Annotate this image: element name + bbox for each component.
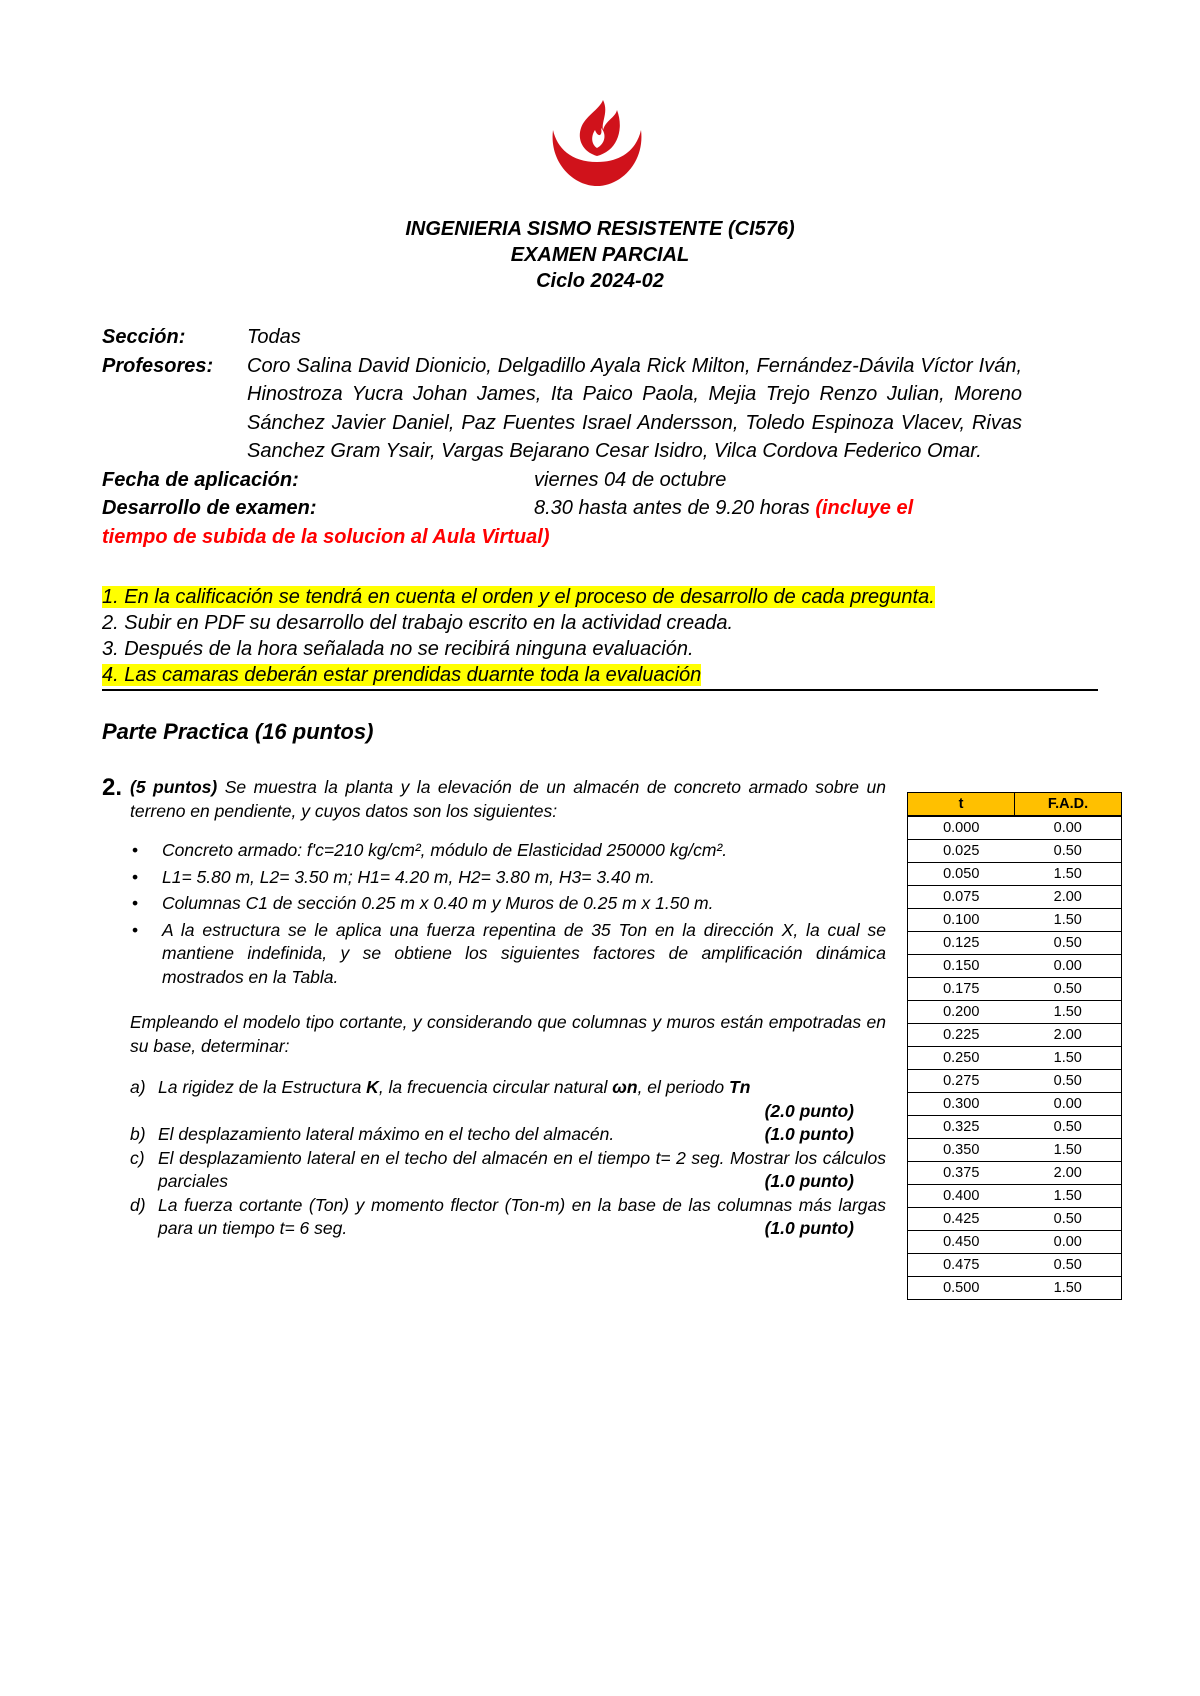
table-row [908, 863, 1122, 886]
table-cell: 0.075 [908, 886, 1015, 909]
table-cell: 0.250 [908, 1047, 1015, 1070]
table-cell: 0.400 [908, 1185, 1015, 1208]
date-value: viernes 04 de octubre [534, 468, 727, 491]
exam-meta [102, 323, 1022, 551]
table-row [908, 955, 1122, 978]
table-cell: 0.200 [908, 1001, 1015, 1024]
table-cell: 1.50 [1015, 1139, 1122, 1162]
part-b: b) El desplazamiento lateral máximo en el techo del almacén. (1.0 punto) [130, 1123, 886, 1147]
part-c: c) El desplazamiento lateral en el techo del almacén en el tiempo t= 2 seg. Mostrar los cálculos parciales (1.0 punto) [130, 1147, 886, 1194]
development-row [102, 494, 1022, 523]
table-cell: 0.025 [908, 840, 1015, 863]
table-cell: 1.50 [1015, 1047, 1122, 1070]
table-cell: 0.00 [1015, 1231, 1122, 1254]
table-row [908, 1277, 1122, 1300]
part-d: d) La fuerza cortante (Ton) y momento flector (Ton-m) en la base de las columnas más largas para un tiempo t= 6 seg. (1.0 punto) [130, 1194, 886, 1241]
question-paragraph: Empleando el modelo tipo cortante, y considerando que columnas y muros están empotradas en su base, determinar: [130, 1012, 886, 1056]
part-points: (1.0 punto) [764, 1171, 854, 1191]
table-row [908, 1024, 1122, 1047]
table-row [908, 1139, 1122, 1162]
table-cell: 0.50 [1015, 1116, 1122, 1139]
list-item: • Concreto armado: f'c=210 kg/cm², módulo de Elasticidad 250000 kg/cm². [130, 839, 886, 863]
table-cell: 0.375 [908, 1162, 1015, 1185]
table-cell: 0.475 [908, 1254, 1015, 1277]
table-cell: 1.50 [1015, 1001, 1122, 1024]
exam-header [0, 216, 1200, 294]
section-title: Parte Practica (16 puntos) [102, 719, 374, 744]
data-bullets [130, 839, 886, 989]
table-row [908, 1070, 1122, 1093]
instruction-item: 4. Las camaras deberán estar prendidas duarnte toda la evaluación [102, 664, 702, 686]
column-header: F.A.D. [1015, 793, 1122, 817]
table-row [908, 1047, 1122, 1070]
table-body [908, 816, 1122, 1300]
professors-value: Coro Salina David Dionicio, Delgadillo Ayala Rick Milton, Fernández-Dávila Víctor Iván, Hinostroza Yucra Johan James, Ita Paico Paola, Mejia Trejo Renzo Julian, Moreno Sánchez Javier Daniel, Paz Fuentes Israel Andersson, Toledo Espinoza Vlacev, Rivas Sanchez Gram Ysair, Vargas Bejarano Cesar Isidro, Vilca Cordova Federico Omar. [247, 354, 1022, 462]
question-parts [130, 1076, 886, 1241]
section-value: Todas [247, 326, 301, 348]
table-row [908, 1093, 1122, 1116]
list-item: • L1= 5.80 m, L2= 3.50 m; H1= 4.20 m, H2= 3.80 m, H3= 3.40 m. [130, 866, 886, 890]
table-cell: 1.50 [1015, 909, 1122, 932]
part-points: (1.0 punto) [764, 1218, 854, 1238]
table-cell: 0.050 [908, 863, 1015, 886]
table-row [908, 932, 1122, 955]
part-a: a) La rigidez de la Estructura K, la frecuencia circular natural ωn, el periodo Tn (2.0 punto) [130, 1076, 886, 1123]
table-header-row [908, 793, 1122, 817]
date-row [102, 466, 1022, 495]
table-cell: 0.000 [908, 816, 1015, 840]
development-note: (incluye el [815, 497, 914, 519]
table-cell: 0.50 [1015, 978, 1122, 1001]
table-cell: 2.00 [1015, 1024, 1122, 1047]
fad-table [907, 792, 1122, 1300]
question-header [102, 776, 886, 823]
development-label: Desarrollo de examen: [102, 497, 317, 519]
exam-title: EXAMEN PARCIAL [510, 244, 690, 266]
development-value [534, 494, 913, 523]
question-2 [102, 776, 886, 1241]
bullet-icon: • [132, 893, 139, 913]
table-cell: 0.300 [908, 1093, 1015, 1116]
table-cell: 0.50 [1015, 840, 1122, 863]
table-cell: 1.50 [1015, 1185, 1122, 1208]
table-cell: 0.225 [908, 1024, 1015, 1047]
instructions-list [102, 584, 1102, 688]
table-cell: 0.150 [908, 955, 1015, 978]
instruction-item: 2. Subir en PDF su desarrollo del trabajo escrito en la actividad creada. [102, 612, 734, 634]
table-cell: 0.00 [1015, 816, 1122, 840]
table-cell: 1.50 [1015, 863, 1122, 886]
table-cell: 0.00 [1015, 955, 1122, 978]
table-row [908, 1254, 1122, 1277]
table-cell: 0.50 [1015, 932, 1122, 955]
table-cell: 0.425 [908, 1208, 1015, 1231]
table-cell: 0.125 [908, 932, 1015, 955]
instruction-item: 1. En la calificación se tendrá en cuenta el orden y el proceso de desarrollo de cada pregunta. [102, 586, 935, 608]
table-row [908, 816, 1122, 840]
table-cell: 0.450 [908, 1231, 1015, 1254]
table-row [908, 909, 1122, 932]
table-row [908, 1001, 1122, 1024]
table-row [908, 1116, 1122, 1139]
course-title: INGENIERIA SISMO RESISTENTE (CI576) [405, 218, 795, 240]
table-cell: 2.00 [1015, 1162, 1122, 1185]
date-label: Fecha de aplicación: [102, 468, 299, 491]
section-label: Sección: [102, 326, 186, 348]
bullet-icon: • [132, 866, 139, 887]
table-row [908, 1162, 1122, 1185]
part-points: (1.0 punto) [764, 1124, 854, 1144]
table-cell: 0.50 [1015, 1070, 1122, 1093]
cycle-title: Ciclo 2024-02 [536, 270, 664, 292]
table-row [908, 1185, 1122, 1208]
table-cell: 0.500 [908, 1277, 1015, 1300]
table-cell: 2.00 [1015, 886, 1122, 909]
question-points: (5 puntos) [130, 777, 218, 797]
table-row [908, 840, 1122, 863]
professors-row [102, 352, 1022, 466]
table-cell: 0.00 [1015, 1093, 1122, 1116]
table-row [908, 1231, 1122, 1254]
table-cell: 0.275 [908, 1070, 1015, 1093]
development-note-continued: tiempo de subida de la solucion al Aula Virtual) [102, 525, 550, 548]
divider [102, 689, 1098, 691]
table-row [908, 978, 1122, 1001]
list-item: • A la estructura se le aplica una fuerza repentina de 35 Ton en la dirección X, la cual se mantiene indefinida, y se obtiene los siguientes factores de amplificación dinámica mostrados en la Tabla. [130, 919, 886, 990]
table-cell: 1.50 [1015, 1277, 1122, 1300]
column-header: t [908, 793, 1015, 817]
table-row [908, 1208, 1122, 1231]
professors-label: Profesores: [102, 354, 214, 377]
table-cell: 0.50 [1015, 1208, 1122, 1231]
university-logo-icon [545, 100, 649, 188]
question-number: 2. [102, 774, 123, 801]
list-item: • Columnas C1 de sección 0.25 m x 0.40 m y Muros de 0.25 m x 1.50 m. [130, 892, 886, 916]
table-row [908, 886, 1122, 909]
instruction-item: 3. Después de la hora señalada no se recibirá ninguna evaluación. [102, 638, 694, 660]
development-time: 8.30 hasta antes de 9.20 horas [534, 497, 810, 519]
question-intro: (5 puntos) Se muestra la planta y la elevación de un almacén de concreto armado sobre un terreno en pendiente, y cuyos datos son los siguientes: [130, 777, 886, 821]
table-cell: 0.50 [1015, 1254, 1122, 1277]
part-points: (2.0 punto) [764, 1100, 854, 1121]
table-cell: 0.175 [908, 978, 1015, 1001]
table-cell: 0.350 [908, 1139, 1015, 1162]
table-cell: 0.100 [908, 909, 1015, 932]
table-cell: 0.325 [908, 1116, 1015, 1139]
bullet-icon: • [132, 840, 139, 860]
bullet-icon: • [132, 919, 139, 940]
section-row [102, 323, 1022, 352]
